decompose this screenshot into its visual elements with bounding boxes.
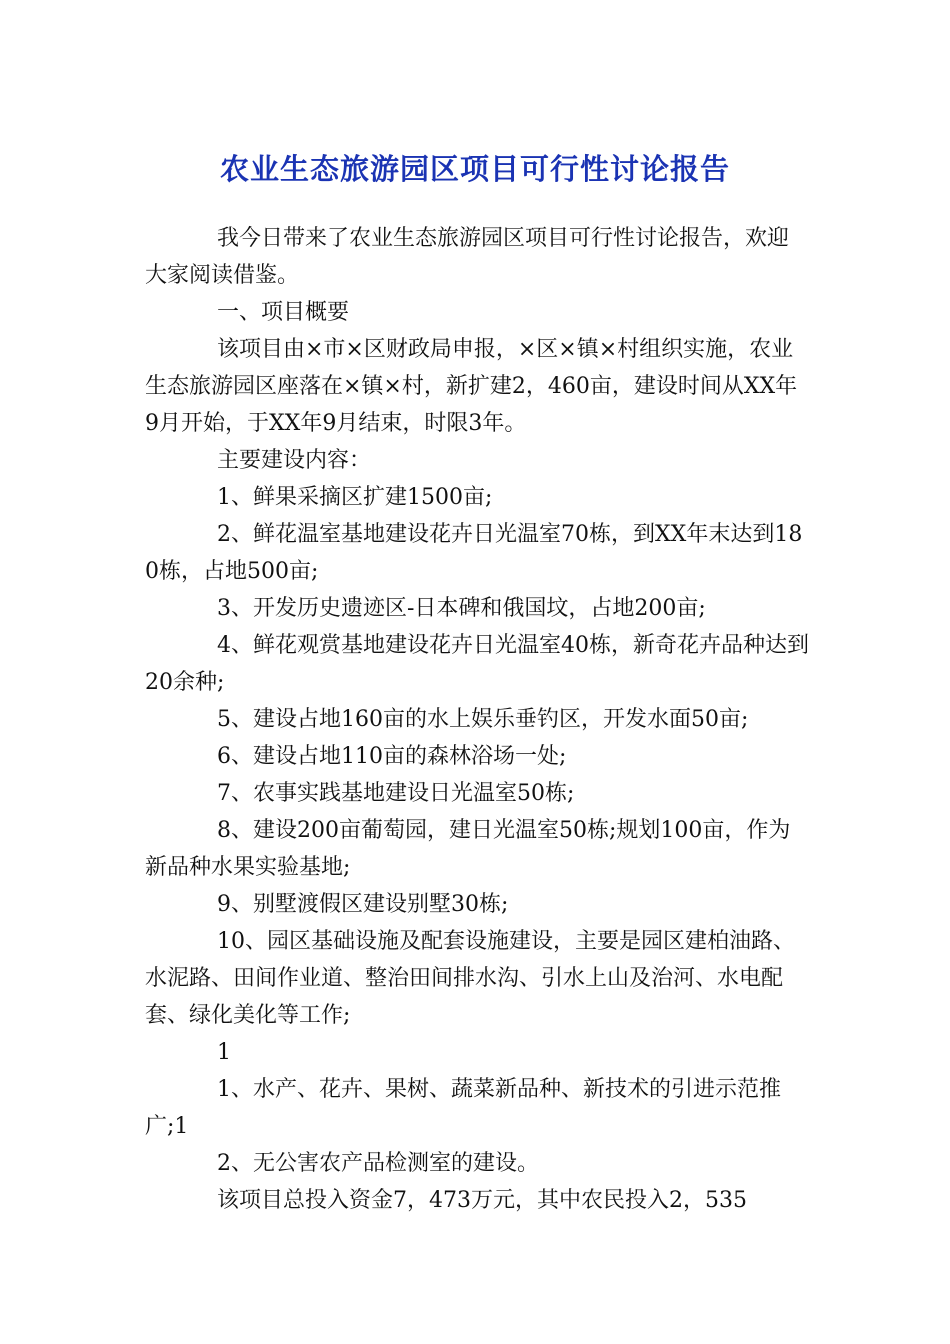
list-item: 8、建设200亩葡萄园，建日光温室50栋;规划100亩，作为新品种水果实验基地; xyxy=(145,818,791,880)
list-item: 2、无公害农产品检测室的建设。 xyxy=(217,1151,539,1176)
document-title: 农业生态旅游园区项目可行性讨论报告 xyxy=(219,152,730,187)
heading-project-overview: 一、项目概要 xyxy=(217,300,350,325)
paragraph-intro: 我今日带来了农业生态旅游园区项目可行性讨论报告，欢迎大家阅读借鉴。 xyxy=(145,226,790,288)
document-body xyxy=(145,220,810,1219)
list-item: 4、鲜花观赏基地建设花卉日光温室40栋，新奇花卉品种达到20余种; xyxy=(145,633,809,695)
list-item: 5、建设占地160亩的水上娱乐垂钓区，开发水面50亩; xyxy=(217,707,749,732)
heading-main-content: 主要建设内容： xyxy=(217,448,372,473)
page-number-marker: 1 xyxy=(217,1040,231,1065)
list-item: 7、农事实践基地建设日光温室50栋; xyxy=(217,781,575,806)
list-item: 10、园区基础设施及配套设施建设，主要是园区建柏油路、水泥路、田间作业道、整治田间排水沟、引水上山及治河、水电配套、绿化美化等工作; xyxy=(145,929,795,1028)
list-item: 9、别墅渡假区建设别墅30栋; xyxy=(217,892,509,917)
list-item: 1、水产、花卉、果树、蔬菜新品种、新技术的引进示范推广;1 xyxy=(145,1077,781,1139)
paragraph-investment: 该项目总投入资金7，473万元，其中农民投入2，535 xyxy=(217,1188,747,1213)
list-item: 3、开发历史遗迹区-日本碑和俄国坟，占地200亩; xyxy=(217,596,706,621)
list-item: 6、建设占地110亩的森林浴场一处; xyxy=(217,744,567,769)
list-item: 1、鲜果采摘区扩建1500亩; xyxy=(217,485,493,510)
paragraph-overview: 该项目由×市×区财政局申报，×区×镇×村组织实施，农业生态旅游园区座落在×镇×村，新扩建2，460亩，建设时间从XX年9月开始，于XX年9月结束，时限3年。 xyxy=(145,337,798,436)
list-item: 2、鲜花温室基地建设花卉日光温室70栋，到XX年末达到180栋，占地500亩; xyxy=(145,522,803,584)
